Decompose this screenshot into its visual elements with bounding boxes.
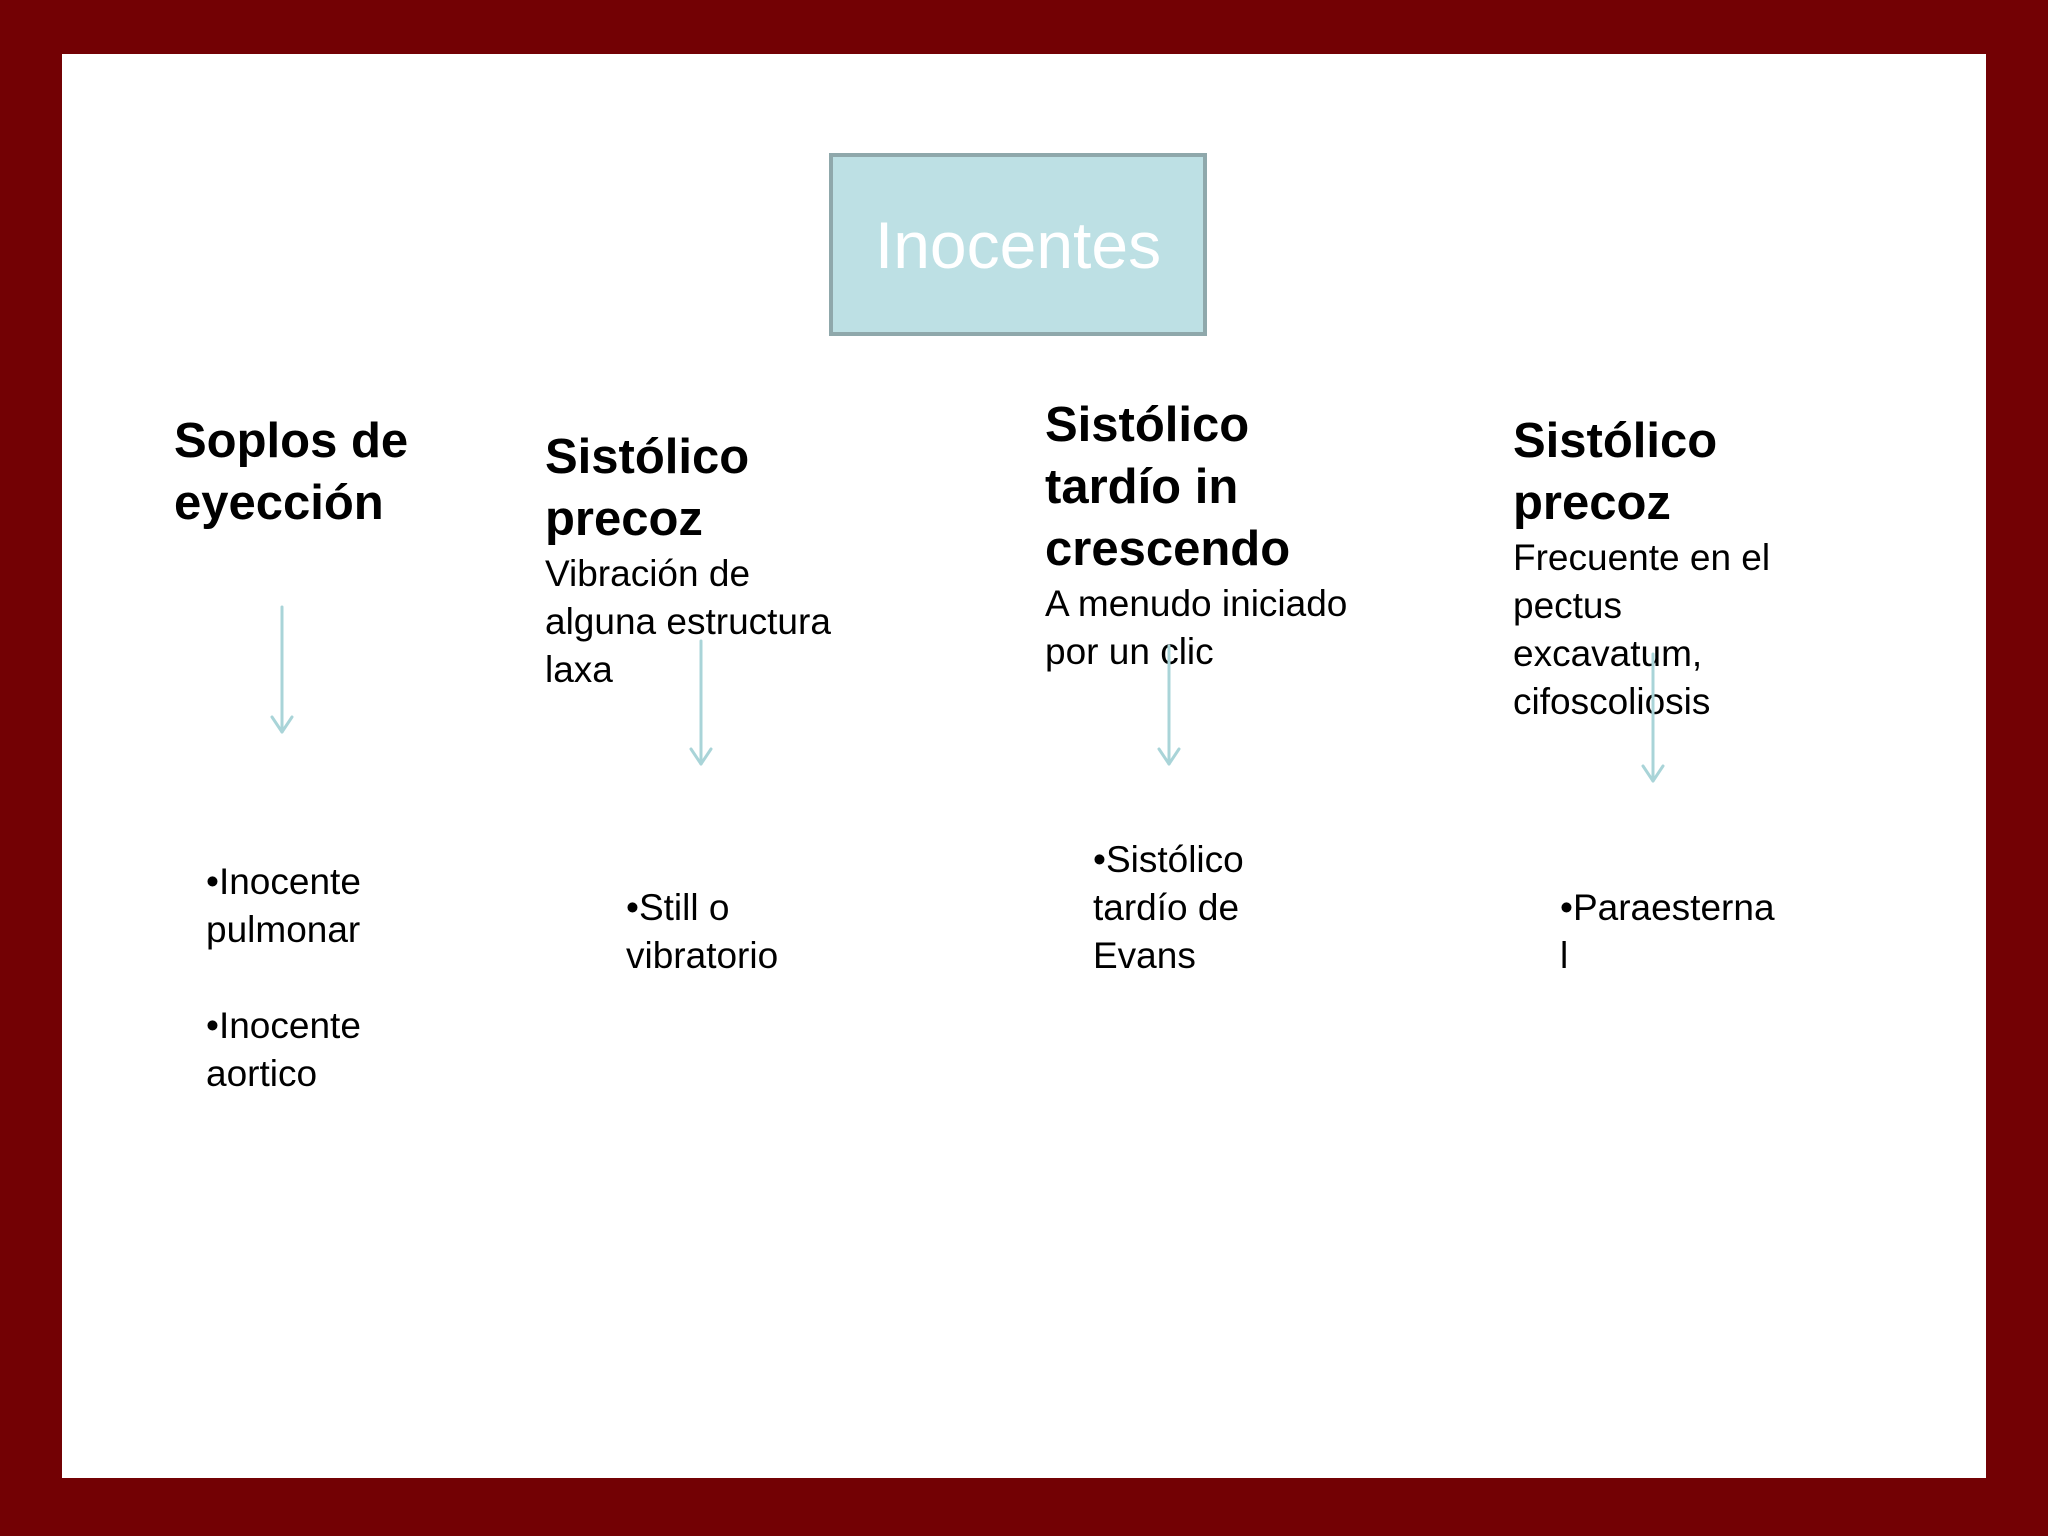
column-description: A menudo iniciado por un clic	[1045, 583, 1348, 672]
column-sistolico-tardio	[1045, 394, 1347, 676]
column-description: Frecuente en el pectus excavatum, cifoscoliosis	[1513, 537, 1771, 722]
column-soplos-eyeccion	[174, 410, 408, 534]
column-sistolico-precoz-1	[545, 426, 831, 694]
bullet-sistolico-tardio-evans: •Sistólico tardío de Evans	[1093, 839, 1244, 976]
column-heading: Sistólico precoz	[545, 430, 750, 546]
title-box	[829, 153, 1207, 336]
slide	[62, 54, 1986, 1478]
column-heading: Sistólico precoz	[1513, 414, 1718, 530]
bullet-inocente-aortico: •Inocente aortico	[206, 1005, 361, 1094]
bullet-inocente-pulmonar: •Inocente pulmonar	[206, 861, 361, 950]
title-text: Inocentes	[874, 207, 1162, 282]
down-arrow-icon	[272, 607, 292, 732]
column-sistolico-precoz-2	[1513, 410, 1770, 726]
column-heading: Sistólico tardío in crescendo	[1045, 398, 1291, 576]
column-heading: Soplos de eyección	[174, 414, 409, 530]
bullet-paraesternal: •Paraesterna l	[1560, 887, 1775, 976]
bullet-still-vibratorio: •Still o vibratorio	[626, 887, 779, 976]
column-description: Vibración de alguna estructura laxa	[545, 553, 831, 690]
